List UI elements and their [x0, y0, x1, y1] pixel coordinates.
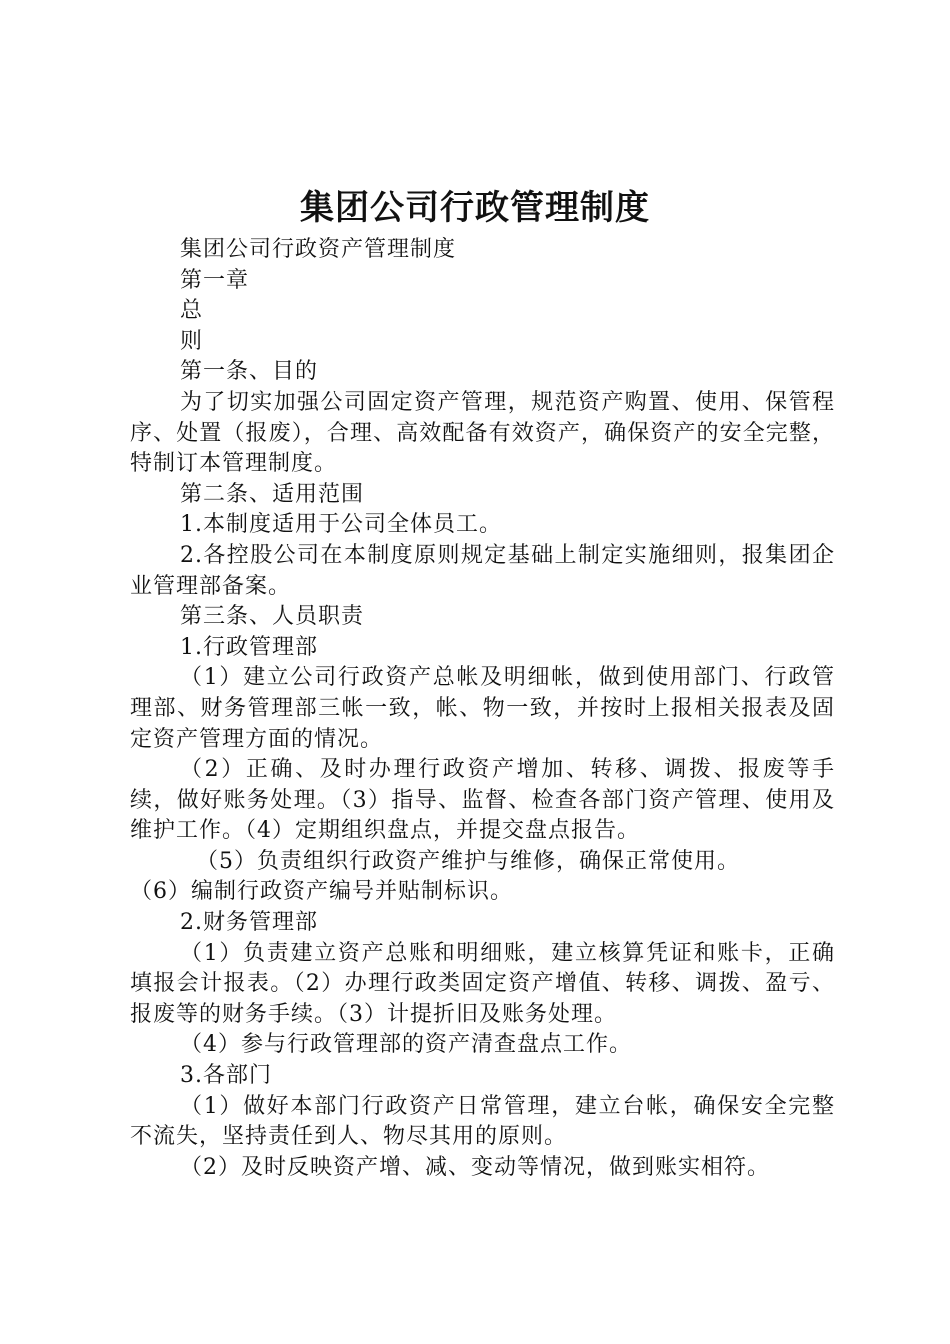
paragraph-dept-duty-2: （2）及时反映资产增、减、变动等情况，做到账实相符。	[180, 1154, 770, 1180]
document-title: 集团公司行政管理制度	[300, 188, 650, 228]
paragraph-finance-duty-4: （4）参与行政管理部的资产清查盘点工作。	[180, 1032, 632, 1058]
paragraph-dept-duty-1: （1）做好本部门行政资产日常管理，建立台帐，确保安全完整不流失，坚持责任到人、物尽其用的原则。	[130, 1093, 835, 1150]
paragraph-general-1: 总	[180, 298, 204, 324]
paragraph-article-2: 第二条、适用范围	[180, 481, 365, 507]
paragraph-finance-duty-1: （1）负责建立资产总账和明细账，建立核算凭证和账卡，正确填报会计报表。（2）办理行政类固定资产增值、转移、调拨、盈亏、报废等的财务手续。（3）计提折旧及账务处理。	[130, 940, 835, 1027]
paragraph-scope-2: 2.各控股公司在本制度原则规定基础上制定实施细则，报集团企业管理部备案。	[130, 542, 835, 599]
paragraph-article-3: 第三条、人员职责	[180, 604, 365, 630]
paragraph-finance-dept: 2.财务管理部	[180, 910, 318, 936]
paragraph-chapter: 第一章	[180, 267, 250, 293]
paragraph-admin-duty-2: （2）正确、及时办理行政资产增加、转移、调拨、报废等手续，做好账务处理。（3）指导、监督、检查各部门资产管理、使用及维护工作。（4）定期组织盘点，并提交盘点报告。	[130, 757, 835, 844]
paragraph-purpose: 为了切实加强公司固定资产管理，规范资产购置、使用、保管程序、处置（报废），合理、高效配备有效资产，确保资产的安全完整，特制订本管理制度。	[130, 389, 835, 477]
document-body	[130, 235, 835, 1183]
paragraph-admin-duty-5: （5）负责组织行政资产维护与维修，确保正常使用。	[196, 848, 740, 874]
paragraph-admin-duty-1: （1）建立公司行政资产总帐及明细帐，做到使用部门、行政管理部、财务管理部三帐一致，帐、物一致，并按时上报相关报表及固定资产管理方面的情况。	[130, 665, 835, 752]
paragraph-scope-1: 1.本制度适用于公司全体员工。	[180, 512, 502, 538]
paragraph-departments: 3.各部门	[180, 1063, 272, 1089]
paragraph-general-2: 则	[180, 328, 204, 354]
paragraph-admin-dept: 1.行政管理部	[180, 634, 318, 660]
paragraph-admin-duty-6: （6）编制行政资产编号并贴制标识。	[130, 879, 513, 905]
paragraph-article-1: 第一条、目的	[180, 359, 319, 385]
paragraph-subtitle: 集团公司行政资产管理制度	[180, 237, 457, 262]
